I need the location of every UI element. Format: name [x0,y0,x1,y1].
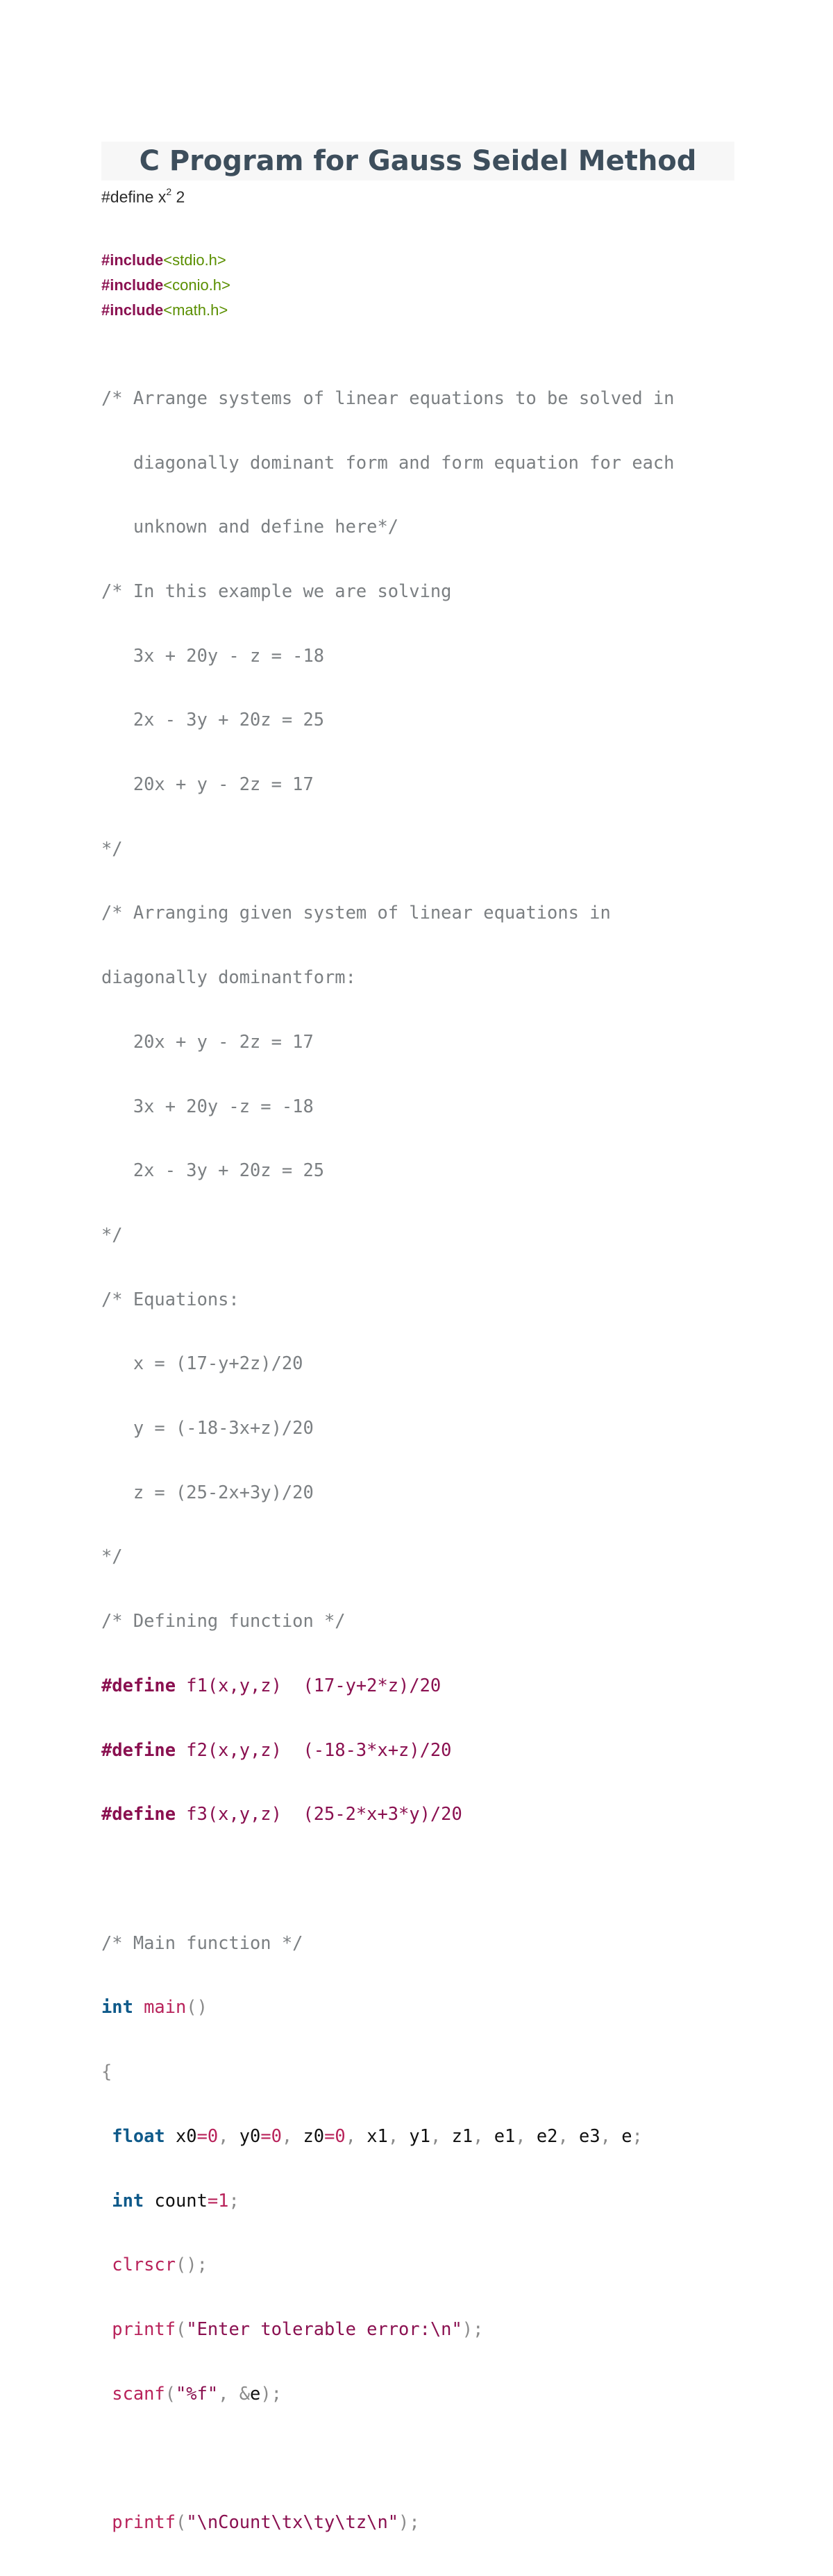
number: 1 [218,2189,229,2211]
include-conio [101,275,230,296]
number: 0 [207,2125,219,2146]
punctuation: , [473,2125,484,2146]
operator: = [207,2189,219,2211]
macro-name: f1(x,y,z) [176,1674,282,1696]
code-comment: /* In this example we are solving [101,580,452,601]
code-comment: */ [101,837,123,859]
operator: = [260,2125,271,2146]
code-comment: y = (-18-3x+z)/20 [101,1417,314,1439]
include-stdio [101,250,226,271]
include-keyword: #include [101,301,164,319]
printf-call [101,2511,674,2533]
code-comment: 20x + y - 2z = 17 [101,1030,314,1052]
function-name: printf [101,2511,176,2533]
number: 0 [335,2125,346,2146]
code-comment: /* Arranging given system of linear equations in [101,902,611,923]
blank-line [101,2447,674,2468]
int-declaration [101,2190,674,2211]
scanf-call [101,2383,674,2404]
include-header: <stdio.h> [163,251,226,269]
code-comment: /* Equations: [101,1288,239,1310]
operator: & [228,2382,251,2404]
macro-body: (-18-3*x+z)/20 [281,1739,452,1760]
include-header: <conio.h> [163,276,230,294]
code-comment: unknown and define here*/ [101,516,399,537]
punctuation: , [387,2125,399,2146]
page-title: C Program for Gauss Seidel Method [101,142,734,181]
blank-line [101,1868,674,1889]
type-keyword: int [101,1996,133,2018]
variable: e1 [483,2125,516,2146]
punctuation: , [218,2382,229,2404]
punctuation: () [176,2254,197,2275]
code-comment: */ [101,1223,123,1245]
operator: = [196,2125,208,2146]
code-comment: */ [101,1546,123,1567]
main-signature [101,1996,674,2018]
function-name: printf [101,2318,176,2339]
variable: e [250,2382,261,2404]
code-block [101,344,674,2576]
punctuation: ; [196,2254,208,2275]
variable: y1 [398,2125,430,2146]
punctuation: ; [409,2511,420,2533]
punctuation: ) [398,2511,410,2533]
macro-body: (25-2*x+3*y)/20 [281,1803,462,1825]
define-line-f2 [101,1739,674,1761]
code-comment: /* Arrange systems of linear equations to be solved in [101,387,675,408]
punctuation: ; [632,2125,643,2146]
punctuation: , [515,2125,526,2146]
code-comment: 3x + 20y - z = -18 [101,644,325,666]
code-comment: /* Main function */ [101,1932,303,1953]
code-comment: /* Defining function */ [101,1610,346,1632]
string-literal: "%f" [176,2382,219,2404]
variable: z1 [441,2125,473,2146]
punctuation: ; [271,2382,282,2404]
code-comment: 3x + 20y -z = -18 [101,1095,314,1116]
code-comment: 2x - 3y + 20z = 25 [101,1160,325,1181]
define-note-suffix: 2 [171,187,185,206]
code-comment: z = (25-2x+3y)/20 [101,1481,314,1503]
code-comment: x = (17-y+2z)/20 [101,1353,303,1374]
punctuation: , [557,2125,569,2146]
variable: e [610,2125,632,2146]
operator: = [324,2125,335,2146]
punctuation: , [345,2125,356,2146]
number: 0 [271,2125,282,2146]
punctuation: ( [176,2318,187,2339]
variable: x0 [165,2125,197,2146]
punctuation: ; [228,2189,239,2211]
define-line-f1 [101,1675,674,1696]
variable: e2 [525,2125,558,2146]
variable: y0 [228,2125,261,2146]
code-comment: 20x + y - 2z = 17 [101,773,314,795]
punctuation: ) [462,2318,473,2339]
function-name: clrscr [101,2254,176,2275]
type-keyword: int [101,2189,144,2211]
variable: count [144,2189,208,2211]
code-comment: diagonally dominant form and form equation for each [101,451,675,473]
punctuation: ( [176,2511,187,2533]
define-line-f3 [101,1803,674,1825]
define-note [101,183,185,208]
define-keyword: #define [101,1739,176,1760]
define-keyword: #define [101,1803,176,1825]
define-note-superscript: 2 [166,186,172,197]
punctuation: () [186,1996,208,2018]
clrscr-call [101,2254,674,2275]
code-comment: 2x - 3y + 20z = 25 [101,709,325,730]
variable: z0 [292,2125,325,2146]
macro-body: (17-y+2*z)/20 [281,1674,441,1696]
punctuation: , [281,2125,293,2146]
string-literal: "Enter tolerable error:\n" [186,2318,462,2339]
string-literal: "\nCount\tx\ty\tz\n" [186,2511,399,2533]
open-brace: { [101,2061,112,2082]
variable: e3 [568,2125,600,2146]
punctuation: ) [260,2382,271,2404]
variable: x1 [355,2125,388,2146]
macro-name: f3(x,y,z) [176,1803,282,1825]
define-keyword: #define [101,1674,176,1696]
include-header: <math.h> [163,301,228,319]
function-name: main [133,1996,187,2018]
include-keyword: #include [101,251,164,269]
float-declaration [101,2125,674,2147]
function-name: scanf [101,2382,165,2404]
include-keyword: #include [101,276,164,294]
macro-name: f2(x,y,z) [176,1739,282,1760]
type-keyword: float [101,2125,165,2146]
printf-call [101,2318,674,2340]
punctuation: , [430,2125,441,2146]
code-comment: diagonally dominantform: [101,967,356,988]
include-math [101,300,228,321]
punctuation: ; [473,2318,484,2339]
punctuation: , [218,2125,229,2146]
punctuation: ( [165,2382,176,2404]
punctuation: , [600,2125,611,2146]
define-note-prefix: #define x [101,187,167,206]
